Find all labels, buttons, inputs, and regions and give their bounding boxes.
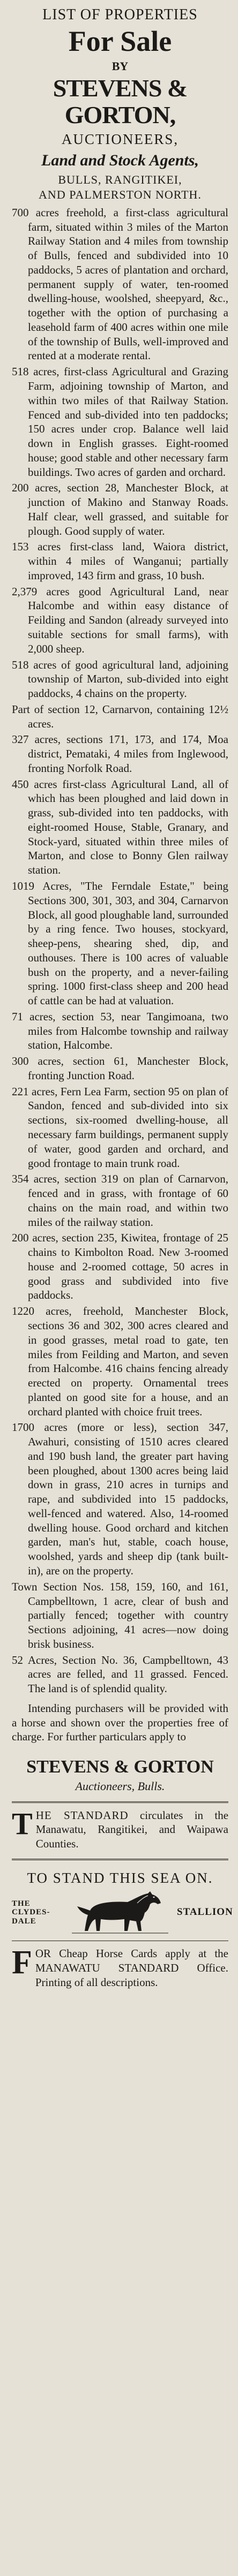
standard-notice [12,1808,228,1851]
listing-item [12,1010,228,1052]
listing-text: acres first-class Agricultural Land, all of which has been ploughed and laid down in grass, sub-divided into ten paddocks, with eight-roomed House, Stable, Granary, and Stock-yard, situated within three miles of Marton, and close to Bonny Glen railway station. [28,777,229,877]
standard-caps: HE STANDARD [35,1808,129,1822]
stallion-label: STALLION [177,1906,233,1918]
listing-lead: 327 [12,733,29,746]
listing-item [12,1085,228,1171]
listing-item [12,1172,228,1229]
listing-item [12,365,228,479]
clydesdale-label: THE CLYDES-DALE [12,1899,50,1926]
agents-line: Land and Stock Agents, [41,151,199,170]
listing-text: acres of good agricultural land, adjoining township of Marton, sub-divided into eight paddocks, 4 chains on the property. [28,658,229,700]
listing-text: acres (more or less), section 347, Awahuri, consisting of 1510 acres cleared and 190 bush land, the greater part having been ploughed, about 1300 acres being laid down in grass, 210 acres in turnips and rape, and subdivided into 15 paddocks, well-fenced and watered. Also, 14-roomed dwelling house. Good orchard and kitchen garden, man's hut, stable, coach house, woolshed, yards and sheep dip (tank built-in), are on the property. [28,1421,228,1577]
listing-lead: 200 [12,1231,29,1245]
listing-lead: 2,379 [12,585,38,598]
listing-lead: 200 [12,481,29,495]
listing-item [12,777,228,877]
cards-text: OR Cheap Horse Cards apply at the MANAWATU STANDARD Office. Printing of all descriptions. [35,1947,228,1989]
list-title: LIST OF PROPERTIES [42,6,198,23]
closing-firm: STEVENS & GORTON [26,1757,214,1777]
listing-item [12,1231,228,1302]
listing-text: acres, Fern Lea Farm, section 95 on plan of Sandon, fenced and sub-divided into six sections, six-roomed dwelling-house, all necessary farm buildings, permanent supply of water, good garden and orchard, and good frontage to main trunk road. [28,1085,228,1170]
season-title: TO STAND THIS SEA ON. [27,1869,213,1886]
divider [12,1859,228,1860]
listing-text: acres good Agricultural Land, near Halcombe and within easy distance of Feilding and Sandon (already surveyed into suitable sections for small farms), with 2,000 sheep. [28,585,228,655]
advert-header [12,5,228,202]
listing-lead: 1019 [12,880,34,892]
listing-text: acres, section 319 on plan of Carnarvon, fenced and in grass, with frontage of 60 chains on the main road, and within two miles of the railway station. [28,1172,228,1229]
listing-text: acres, section 53, near Tangimoana, two miles from Halcombe township and railway station, Halcombe. [28,1010,229,1052]
listing-item [12,879,228,1008]
listing-lead: 71 [12,1010,23,1023]
listing-item [12,1054,228,1083]
cards-dropcap: F [12,1944,32,1981]
listing-item [12,1304,228,1419]
listing-item [12,540,228,582]
listing-item [12,206,228,363]
property-listings [12,206,228,1696]
listing-text: acres, freehold, Manchester Block, sections 36 and 302, 300 acres cleared and in good grasses, metal road to gate, ten miles from Feilding and Marton, and seven from Halcombe. 416 chains fencing already erected on property. Ornamental trees planted on good site for a house, and an orchard planted with choice fruit trees. [28,1305,228,1418]
listing-item [12,732,228,775]
firm-name: STEVENS & GORTON, [53,74,188,129]
listing-item [12,1420,228,1578]
listing-text: of section 12, Carnarvon, containing 12½ acres. [28,702,229,730]
standard-text: circulates in the Manawatu, Rangitikei, and Waipawa Counties. [35,1808,229,1851]
firm-role: AUCTIONEERS, [61,131,179,148]
listing-lead: 700 [12,206,29,219]
listing-lead: 300 [12,1055,29,1068]
listing-lead: 52 [12,1653,23,1666]
listing-text: acres, first-class Agricultural and Grazing Farm, adjoining township of Marton, and within two miles of that Railway Station. Fenced and sub-divided into ten paddocks; 150 acres under crop. Balance well laid down in English grasses. Eight-roomed house; good stable and other necessary farm buildings. Two acres of garden and orchard. [28,365,228,479]
listing-item [12,658,228,701]
listing-item [12,1653,228,1696]
places-line-2: AND PALMERSTON NORTH. [39,187,202,201]
horse-cards-notice [12,1946,228,1989]
listing-lead: 1700 [12,1421,34,1434]
clydesdale-horse-icon [72,1889,168,1935]
stallion-row [12,1889,233,1935]
closing-sub: Auctioneers, Bulls. [75,1779,165,1793]
listing-lead: 153 [12,540,29,554]
listing-item [12,585,228,656]
listing-item [12,481,228,538]
by-label: BY [111,59,129,73]
listing-text: Acres, "The Ferndale Estate," being Sections 300, 301, 303, and 304, Carnarvon Block, all good ploughable land, surrounded by a ring fence. Two houses, stockyard, sheep-pens, shearing shed, dip, and outhouses. There is 100 acres of valuable bush on the property, and a never-failing spring. 1000 first-class sheep and 200 head of cattle can be had at valuation. [28,880,229,1007]
listing-item [12,702,228,731]
listing-lead: 1220 [12,1305,34,1318]
places-line-1: BULLS, RANGITIKEI, [58,172,182,186]
listing-text: Section Nos. 158, 159, 160, and 161, Campbelltown, 1 acre, clear of bush and partially fenced; together with country Sections adjoining, 41 acres—now doing brisk business. [28,1580,228,1650]
listing-text: acres, section 28, Manchester Block, at junction of Makino and Stanway Roads. Half clear, well grassed, and suitable for plough. Good supply of water. [28,481,229,537]
listing-lead: 518 [12,365,29,378]
listing-text: acres, section 235, Kiwitea, frontage of 25 chains to Kimbolton Road. New 3-roomed house and 2-roomed cottage, 50 acres in good grass and subdivided into five paddocks. [28,1231,229,1302]
listing-lead: 354 [12,1172,29,1186]
listing-text: acres freehold, a first-class agricultural farm, situated within 3 miles of the Marton Railway Station and 4 miles from township of Bulls, fenced and subdivided into 10 paddocks, 5 acres of plantation and orchard, permanent supply of water, ten-roomed dwelling-house, woolshed, sheepyard, &c., together with the option of purchasing a leasehold farm of 400 acres within one mile of the township of Bulls, well-improved and rented at a moderate rental. [28,206,228,362]
listing-lead: 450 [12,777,29,791]
listing-lead: Part [12,702,30,716]
standard-dropcap: T [12,1806,33,1841]
closing-paragraph: Intending purchasers will be provided with a horse and shown over the properties free of charge. For further particulars apply to [12,1701,228,1744]
listing-lead: 221 [12,1085,29,1098]
sale-title: For Sale [68,25,172,58]
listing-text: acres, sections 171, 173, and 174, Moa district, Pemataki, 4 miles from Inglewood, fronting Norfolk Road. [28,733,228,775]
listing-lead: 518 [12,658,29,671]
listing-item [12,1580,228,1651]
listing-text: Acres, Section No. 36, Campbelltown, 43 acres are felled, and 11 grassed. Fenced. The land is of splendid quality. [27,1653,229,1695]
listing-text: acres, section 61, Manchester Block, fronting Junction Road. [28,1055,229,1082]
listing-text: acres first-class land, Waiora district, within 4 miles of Wanganui; partially improved, 143 firm and grass, 10 bush. [28,540,228,582]
divider [12,1801,228,1803]
listing-lead: Town [12,1580,38,1593]
horse-illustration [63,1889,177,1935]
